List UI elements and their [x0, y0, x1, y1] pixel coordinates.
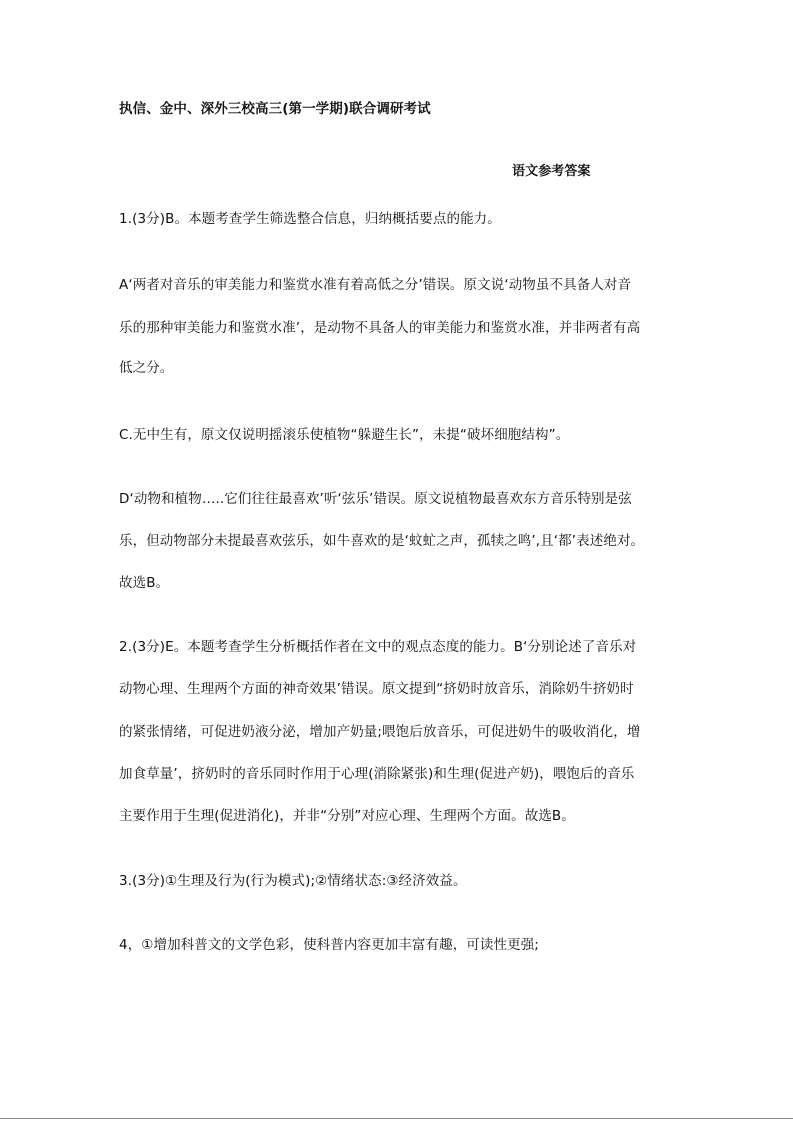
- answer-2-line-1: 2.(3分)E。本题考查学生分析概括作者在文中的观点态度的能力。B‘分别论述了音乐对: [119, 639, 637, 655]
- answer-1-a-line-2: 乐的那种审美能力和鉴赏水准’，是动物不具备人的审美能力和鉴赏水准，并非两者有高: [119, 320, 641, 336]
- answer-1-line-1: 1.(3分)B。本题考查学生筛选整合信息，归纳概括要点的能力。: [119, 211, 501, 227]
- answer-1-a-line-3: 低之分。: [119, 360, 174, 376]
- answer-2-line-3: 的紧张情绪，可促进奶液分泌，增加产奶量;喂饱后放音乐，可促进奶牛的吸收消化，增: [119, 724, 641, 740]
- answer-2-line-2: 动物心理、生理两个方面的神奇效果’错误。原文提到“挤奶时放音乐，消除奶牛挤奶时: [119, 681, 634, 697]
- document-subtitle: 语文参考答案: [512, 164, 591, 179]
- answer-2-line-5: 主要作用于生理(促进消化)，并非“分别”对应心理、生理两个方面。故选B。: [119, 808, 575, 824]
- answer-2-line-4: 加食草量’，挤奶时的音乐同时作用于心理(消除紧张)和生理(促进产奶)，喂饱后的音乐: [119, 766, 635, 782]
- answer-4-line-1: 4，①增加科普文的文学色彩，使科普内容更加丰富有趣，可读性更强;: [119, 937, 539, 953]
- answer-1-d-line-3: 故选B。: [119, 575, 170, 591]
- answer-1-a-line-1: A‘两者对音乐的审美能力和鉴赏水准有着高低之分’错误。原文说‘动物虽不具备人对音: [119, 277, 632, 293]
- page-bottom-rule: [0, 1118, 793, 1119]
- answer-1-d-line-2: 乐，但动物部分未提最喜欢弦乐，如牛喜欢的是‘蚊虻之声，孤犊之鸣’,且‘都’表述绝对。: [119, 533, 645, 549]
- answer-3-line-1: 3.(3分)①生理及行为(行为模式);②情绪状态:③经济效益。: [119, 873, 467, 889]
- answer-1-c-line-1: C.无中生有，原文仅说明摇滚乐使植物“躲避生长”，未提“破坏细胞结构”。: [119, 427, 570, 443]
- answer-1-d-line-1: D‘动物和植物…..它们往往最喜欢’听‘弦乐’错误。原文说植物最喜欢东方音乐特别是弦: [119, 491, 632, 507]
- document-title: 执信、金中、深外三校高三(第一学期)联合调研考试: [119, 101, 431, 117]
